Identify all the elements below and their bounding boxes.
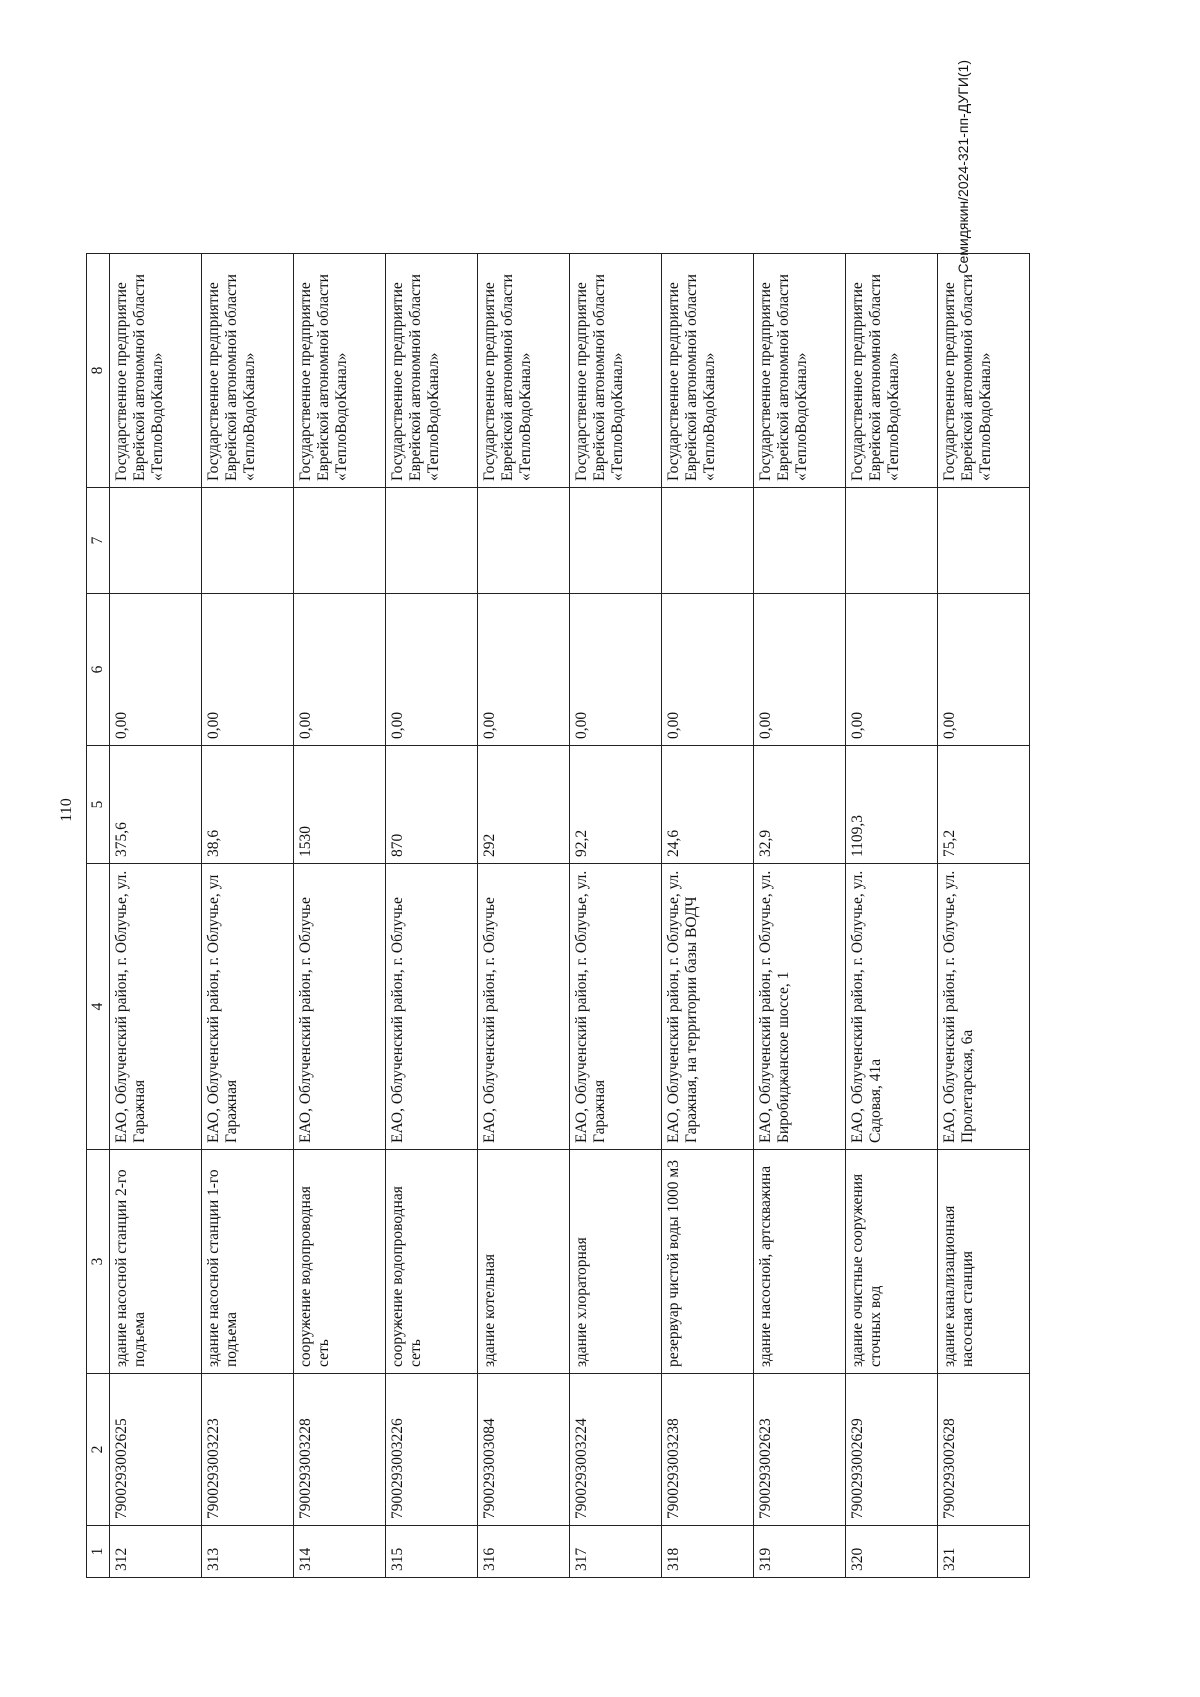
column-7-cell [846,488,938,594]
cadastral-number: 7900293003226 [386,1374,478,1526]
table-row [662,254,754,1578]
area: 870 [386,746,478,864]
page-number: 110 [58,798,75,822]
address: ЕАО, Облученский район, г. Облучье, ул. Садовая, 41а [846,864,938,1150]
row-number: 312 [110,1526,202,1578]
address: ЕАО, Облученский район, г. Облучье, ул Гаражная [202,864,294,1150]
owner: Государственное предприятие Еврейской автономной области «ТеплоВодоКанал» [662,254,754,488]
value: 0,00 [202,594,294,746]
object-name: резервуар чистой воды 1000 м3 [662,1150,754,1374]
value: 0,00 [570,594,662,746]
address: ЕАО, Облученский район, г. Облучье [386,864,478,1150]
area: 75,2 [938,746,1030,864]
object-name: здание насосной станции 2-го подъема [110,1150,202,1374]
document-code: Семидякин/2024-321-пп-ДУГИ(1) [955,60,971,274]
object-name: здание очистные сооружения сточных вод [846,1150,938,1374]
table-row [478,254,570,1578]
area: 92,2 [570,746,662,864]
value: 0,00 [846,594,938,746]
area: 292 [478,746,570,864]
object-name: здание насосной, артскважина [754,1150,846,1374]
owner: Государственное предприятие Еврейской автономной области «ТеплоВодоКанал» [294,254,386,488]
cadastral-number: 7900293002625 [110,1374,202,1526]
column-7-cell [570,488,662,594]
owner: Государственное предприятие Еврейской автономной области «ТеплоВодоКанал» [386,254,478,488]
value: 0,00 [938,594,1030,746]
address: ЕАО, Облученский район, г. Облучье [294,864,386,1150]
column-7-cell [294,488,386,594]
cadastral-number: 7900293003238 [662,1374,754,1526]
address: ЕАО, Облученский район, г. Облучье, ул. Гаражная [570,864,662,1150]
row-number: 321 [938,1526,1030,1578]
object-name: здание котельная [478,1150,570,1374]
document-page [0,40,1000,1640]
owner: Государственное предприятие Еврейской автономной области «ТеплоВодоКанал» [202,254,294,488]
column-7-cell [938,488,1030,594]
table-row [386,254,478,1578]
header-row [87,254,110,1578]
object-name: здание насосной станции 1-го подъема [202,1150,294,1374]
value: 0,00 [478,594,570,746]
column-header: 8 [87,254,110,488]
cadastral-number: 7900293002623 [754,1374,846,1526]
value: 0,00 [754,594,846,746]
cadastral-number: 7900293003223 [202,1374,294,1526]
column-7-cell [110,488,202,594]
area: 1109,3 [846,746,938,864]
owner: Государственное предприятие Еврейской автономной области «ТеплоВодоКанал» [478,254,570,488]
value: 0,00 [386,594,478,746]
object-name: сооружение водопроводная сеть [386,1150,478,1374]
address: ЕАО, Облученский район, г. Облучье, ул. Гаражная, на территории базы ВОДЧ [662,864,754,1150]
object-name: здание хлораторная [570,1150,662,1374]
table-row [294,254,386,1578]
table-row [754,254,846,1578]
value: 0,00 [662,594,754,746]
row-number: 314 [294,1526,386,1578]
row-number: 320 [846,1526,938,1578]
column-header: 7 [87,488,110,594]
object-name: здание канализационная насосная станция [938,1150,1030,1374]
column-7-cell [386,488,478,594]
address: ЕАО, Облученский район, г. Облучье, ул. Биробиджанское шоссе, 1 [754,864,846,1150]
address: ЕАО, Облученский район, г. Облучье, ул. Гаражная [110,864,202,1150]
table-row [846,254,938,1578]
row-number: 317 [570,1526,662,1578]
row-number: 319 [754,1526,846,1578]
address: ЕАО, Облученский район, г. Облучье, ул. Пролетарская, 6а [938,864,1030,1150]
table-row [570,254,662,1578]
object-name: сооружение водопроводная сеть [294,1150,386,1374]
area: 1530 [294,746,386,864]
column-7-cell [754,488,846,594]
row-number: 313 [202,1526,294,1578]
owner: Государственное предприятие Еврейской автономной области «ТеплоВодоКанал» [846,254,938,488]
table-row [110,254,202,1578]
column-7-cell [478,488,570,594]
address: ЕАО, Облученский район, г. Облучье [478,864,570,1150]
property-table [86,253,1030,1578]
cadastral-number: 7900293002628 [938,1374,1030,1526]
column-header: 6 [87,594,110,746]
table-row [938,254,1030,1578]
cadastral-number: 7900293003084 [478,1374,570,1526]
value: 0,00 [294,594,386,746]
owner: Государственное предприятие Еврейской автономной области «ТеплоВодоКанал» [754,254,846,488]
area: 375,6 [110,746,202,864]
area: 32,9 [754,746,846,864]
cadastral-number: 7900293003224 [570,1374,662,1526]
column-header: 2 [87,1374,110,1526]
table-row [202,254,294,1578]
owner: Государственное предприятие Еврейской автономной области «ТеплоВодоКанал» [570,254,662,488]
cadastral-number: 7900293002629 [846,1374,938,1526]
column-header: 3 [87,1150,110,1374]
column-header: 1 [87,1526,110,1578]
row-number: 318 [662,1526,754,1578]
owner: Государственное предприятие Еврейской автономной области «ТеплоВодоКанал» [110,254,202,488]
value: 0,00 [110,594,202,746]
area: 38,6 [202,746,294,864]
area: 24,6 [662,746,754,864]
row-number: 316 [478,1526,570,1578]
column-header: 4 [87,864,110,1150]
cadastral-number: 7900293003228 [294,1374,386,1526]
column-7-cell [662,488,754,594]
column-7-cell [202,488,294,594]
column-header: 5 [87,746,110,864]
owner: Государственное предприятие Еврейской автономной области «ТеплоВодоКанал» [938,254,1030,488]
row-number: 315 [386,1526,478,1578]
